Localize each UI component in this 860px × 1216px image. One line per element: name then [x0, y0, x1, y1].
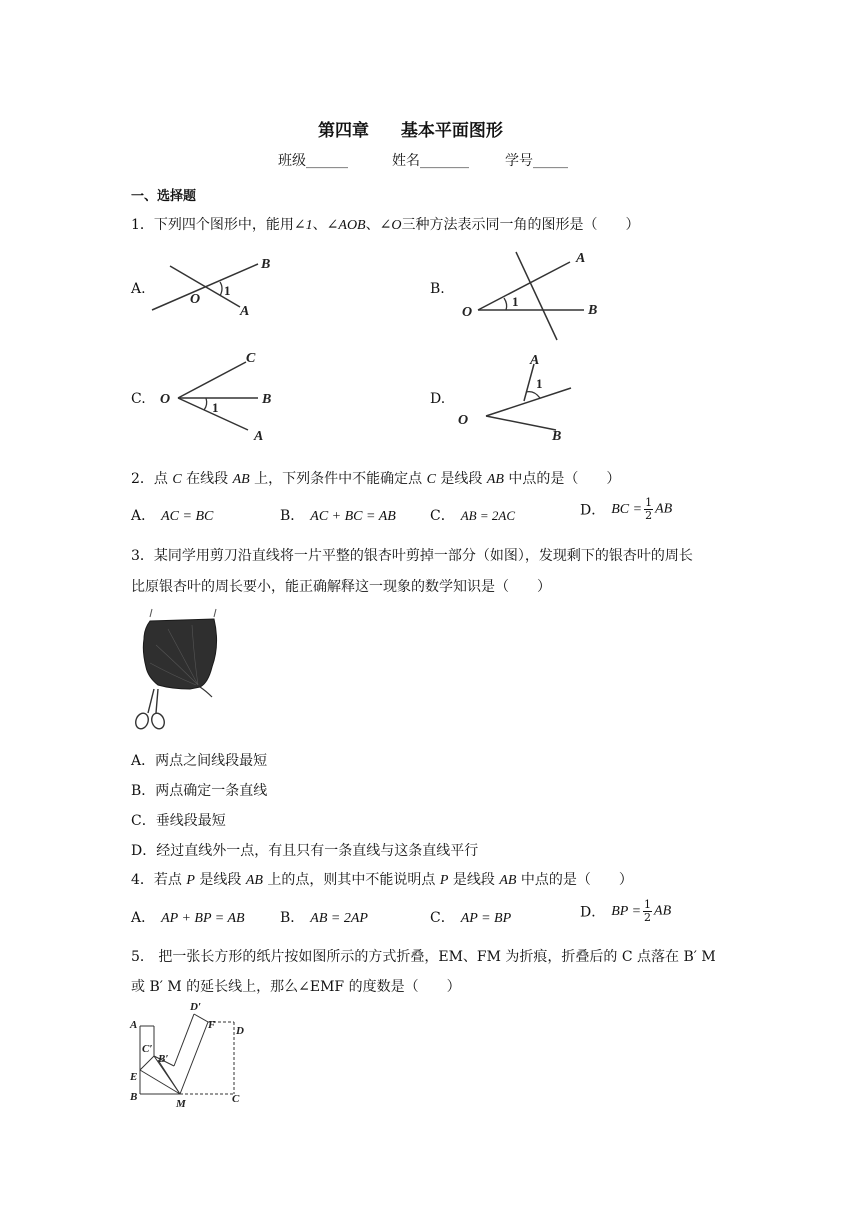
- q4-stem-var: AB: [499, 873, 517, 888]
- fold-label-m: M: [176, 1098, 186, 1110]
- q2-a-label: A．: [131, 508, 156, 524]
- q5-line2: 或 B′ M 的延长线上，那么∠EMF 的度数是（ ）: [131, 979, 461, 995]
- fig-b-label-1: 1: [512, 294, 519, 309]
- q3-option-a: A．两点之间线段最短: [131, 753, 268, 769]
- fold-label-d-prime: D′: [190, 1001, 202, 1013]
- q3-option-c: C．垂线段最短: [131, 813, 226, 829]
- q2-stem-var: AB: [232, 472, 250, 487]
- q1-stem: [131, 214, 639, 234]
- q2-a-expr: AC = BC: [161, 509, 214, 524]
- q2-stem-part: 在线段: [181, 471, 233, 487]
- q2-d-numerator: 1: [645, 496, 653, 509]
- q1-figure-c: [158, 348, 298, 448]
- q1-option-d-label: D.: [430, 391, 446, 407]
- q2-c-expr: AB = 2AC: [460, 508, 515, 523]
- student-id-field: 学号_____: [505, 153, 568, 169]
- q4-option-d: [580, 899, 671, 924]
- class-field: 班级______: [278, 153, 348, 169]
- q1-option-b-label: B.: [430, 281, 445, 297]
- q4-d-label: D．: [580, 904, 606, 921]
- q4-b-label: B．: [280, 910, 305, 926]
- q1-figure-d: [456, 346, 596, 446]
- q1-figure-a: [150, 250, 290, 320]
- q2-stem-part: 是线段: [435, 471, 487, 487]
- q2-d-rhs: AB: [655, 501, 673, 517]
- q2-option-a: [131, 505, 213, 525]
- q2-d-fraction: [644, 497, 653, 522]
- fig-d-label-b: B: [552, 429, 562, 444]
- q2-stem-part: 中点的是（ ）: [503, 471, 621, 487]
- q4-option-b: [280, 907, 368, 927]
- q2-stem-var: AB: [486, 472, 504, 487]
- q1-sep1: 、: [312, 217, 327, 233]
- fig-d-label-a: A: [530, 353, 540, 368]
- q4-stem-part: 4．若点: [131, 872, 187, 888]
- q1-figure-b: [460, 248, 620, 348]
- q2-c-label: C．: [430, 508, 455, 524]
- q2-option-b: [280, 505, 396, 525]
- q1-option-c-label: C.: [131, 391, 146, 407]
- q1-option-a-label: A.: [131, 281, 146, 297]
- fig-b-label-o: O: [462, 305, 473, 320]
- fold-label-f: F: [208, 1019, 216, 1031]
- q2-d-denominator: 2: [645, 509, 653, 522]
- fig-a-label-1: 1: [224, 283, 231, 298]
- q2-b-label: B．: [280, 508, 305, 524]
- q3-option-b: B．两点确定一条直线: [131, 783, 268, 799]
- q3-line1: 3．某同学用剪刀沿直线将一片平整的银杏叶剪掉一部分（如图），发现剩下的银杏叶的周长: [131, 548, 693, 564]
- fold-label-d: D: [236, 1025, 244, 1037]
- q4-d-numerator: 1: [644, 898, 652, 911]
- q2-b-expr: AC + BC = AB: [310, 509, 396, 524]
- q4-stem-var: AB: [245, 873, 263, 888]
- q4-stem: [131, 869, 633, 889]
- fig-c-label-o: O: [160, 392, 171, 407]
- q4-a-label: A．: [131, 910, 156, 926]
- q4-c-label: C．: [430, 910, 455, 926]
- fold-label-b: B: [130, 1091, 138, 1103]
- q4-a-expr: AP + BP = AB: [161, 911, 245, 926]
- fig-d-label-1: 1: [536, 376, 543, 391]
- q4-option-c: [430, 907, 511, 927]
- q1-sep2: 、: [365, 217, 380, 233]
- name-field: 姓名_______: [392, 153, 469, 169]
- q4-stem-part: 上的点，则其中不能说明点: [262, 872, 440, 888]
- q4-d-denominator: 2: [644, 911, 652, 924]
- q2-stem-var: C: [172, 472, 182, 487]
- fig-a-label-b: B: [261, 257, 271, 272]
- q4-stem-part: 是线段: [194, 872, 246, 888]
- fig-a-label-o: O: [190, 292, 201, 307]
- title-text: 第四章 基本平面图形: [318, 121, 503, 141]
- fig-d-label-o: O: [458, 413, 469, 428]
- q3-line2: 比原银杏叶的周长要小，能正确解释这一现象的数学知识是（ ）: [131, 579, 551, 595]
- fig-a-label-a: A: [240, 304, 250, 319]
- leaf-blade: [143, 619, 216, 689]
- q1-angle-1: ∠1: [293, 218, 313, 233]
- q1-prefix: 1．下列四个图形中，能用: [131, 217, 294, 233]
- q4-b-expr: AB = 2AP: [310, 911, 368, 926]
- q4-d-lhs: BP =: [611, 903, 642, 919]
- fig-c-label-1: 1: [212, 400, 219, 415]
- fold-label-c-prime: C′: [142, 1043, 153, 1055]
- q4-d-fraction: [643, 899, 652, 924]
- q1-suffix: 三种方法表示同一角的图形是（ ）: [401, 217, 640, 233]
- q4-c-expr: AP = BP: [460, 911, 512, 926]
- q1-angle-o: ∠O: [379, 218, 402, 233]
- fig-b-label-a: A: [576, 251, 586, 266]
- fig-c-label-b: B: [262, 392, 272, 407]
- q4-d-rhs: AB: [654, 903, 672, 919]
- q4-stem-var: P: [439, 873, 449, 888]
- folding-figure: [128, 1000, 248, 1110]
- q5-line1: 5． 把一张长方形的纸片按如图所示的方式折叠，EM、FM 为折痕，折叠后的 C 点落在 B′ M: [131, 949, 716, 965]
- q2-stem: [131, 468, 620, 488]
- scissors-icon: [134, 689, 167, 731]
- q4-stem-part: 中点的是（ ）: [516, 872, 633, 888]
- q2-d-lhs: BC =: [611, 501, 643, 517]
- fig-c-label-a: A: [254, 429, 264, 444]
- q3-option-d: D．经过直线外一点，有且只有一条直线与这条直线平行: [131, 843, 479, 859]
- q4-option-a: [131, 907, 245, 927]
- ginkgo-leaf-figure: [128, 605, 228, 735]
- q4-stem-var: P: [186, 873, 195, 888]
- fig-c-label-c: C: [246, 351, 256, 366]
- fold-label-b-prime: B′: [158, 1053, 169, 1065]
- fig-b-label-b: B: [588, 303, 598, 318]
- q2-d-label: D．: [580, 502, 606, 519]
- fold-label-c: C: [232, 1093, 240, 1105]
- q1-angle-aob: ∠AOB: [326, 218, 366, 233]
- page-title: [318, 116, 503, 141]
- q2-stem-var: C: [426, 472, 436, 487]
- q2-option-d: [580, 497, 672, 522]
- q2-option-c: [430, 505, 515, 525]
- fold-label-e: E: [130, 1071, 138, 1083]
- q2-stem-part: 上，下列条件中不能确定点: [249, 471, 427, 487]
- q4-stem-part: 是线段: [448, 872, 500, 888]
- fold-label-a: A: [130, 1019, 138, 1031]
- q2-stem-part: 2．点: [131, 471, 173, 487]
- section-heading: 一、选择题: [131, 189, 197, 204]
